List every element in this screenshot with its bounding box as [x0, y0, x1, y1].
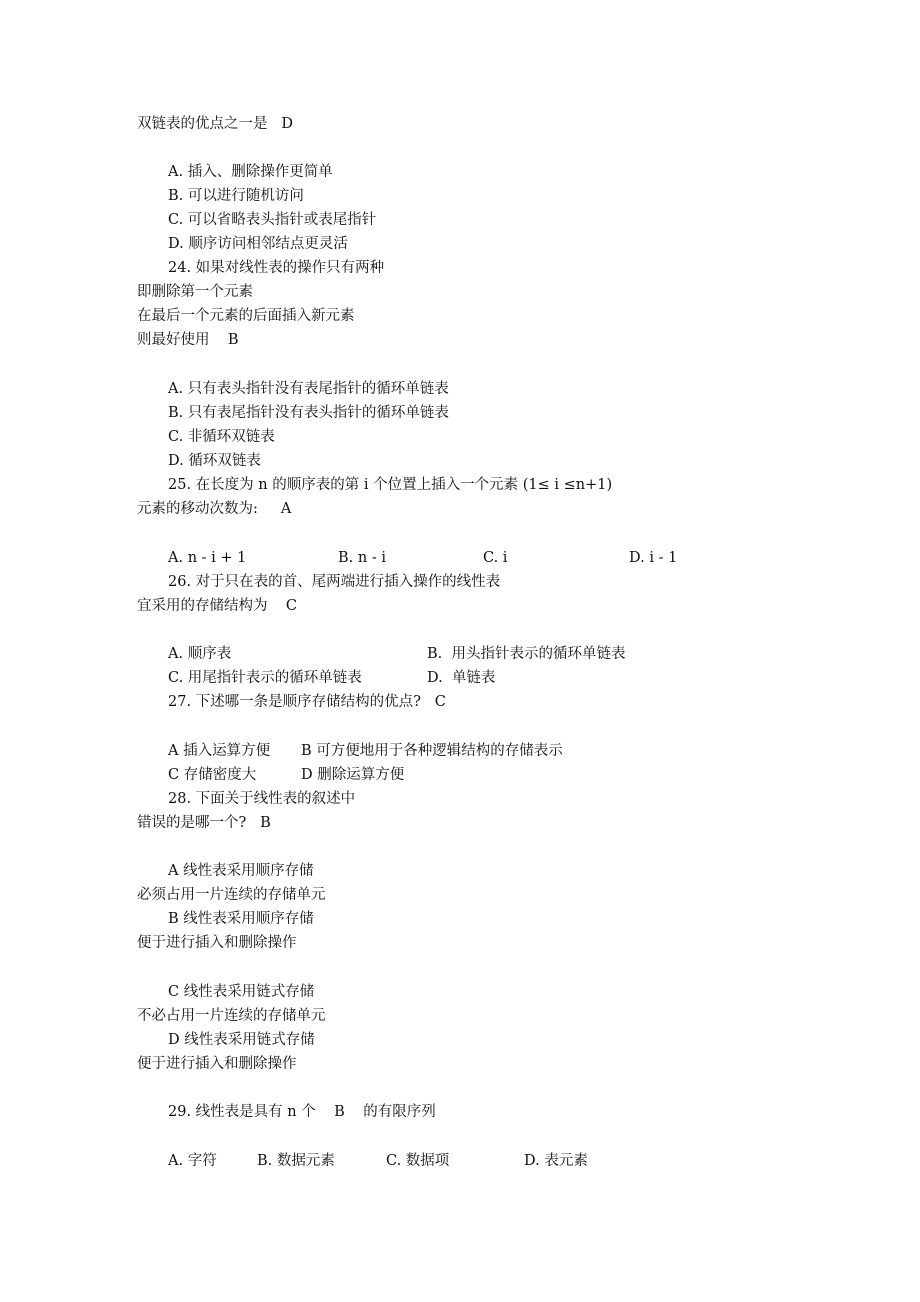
q28-option-a: A 线性表采用顺序存储	[168, 863, 314, 879]
question-24-stem-line2: 即删除第一个元素	[137, 284, 253, 300]
question-28-stem: 28. 下面关于线性表的叙述中	[168, 791, 356, 807]
q29-option-d: D. 表元素	[524, 1153, 588, 1169]
question-25-answer: 元素的移动次数为: A	[137, 501, 292, 517]
question-27-stem: 27. 下述哪一条是顺序存储结构的优点? C	[168, 694, 446, 710]
q28-option-b-line2: 便于进行插入和删除操作	[137, 935, 297, 951]
question-28-answer: 错误的是哪一个? B	[137, 815, 271, 831]
q26-option-c: C. 用尾指针表示的循环单链表	[168, 670, 362, 686]
question-26-answer: 宜采用的存储结构为 C	[137, 598, 298, 614]
q28-option-d-line2: 便于进行插入和删除操作	[137, 1056, 297, 1072]
q24-option-c: C. 非循环双链表	[168, 429, 275, 445]
q24-option-b: B. 只有表尾指针没有表头指针的循环单链表	[168, 405, 449, 421]
q23-option-a: A. 插入、删除操作更简单	[168, 164, 333, 180]
question-29-stem: 29. 线性表是具有 n 个 B 的有限序列	[168, 1104, 436, 1120]
q25-option-d: D. i - 1	[629, 550, 678, 566]
question-23-stem: 双链表的优点之一是 D	[137, 116, 293, 132]
q28-option-c: C 线性表采用链式存储	[168, 984, 315, 1000]
question-24-stem: 24. 如果对线性表的操作只有两种	[168, 260, 385, 276]
q27-option-b: B 可方便地用于各种逻辑结构的存储表示	[301, 743, 563, 759]
question-24-answer: 则最好使用 B	[137, 332, 239, 348]
q25-option-b: B. n - i	[338, 550, 386, 566]
q24-option-a: A. 只有表头指针没有表尾指针的循环单链表	[168, 381, 449, 397]
question-25-stem: 25. 在长度为 n 的顺序表的第 i 个位置上插入一个元素 (1≤ i ≤n+1)	[168, 477, 613, 493]
q29-option-b: B. 数据元素	[257, 1153, 335, 1169]
q23-option-b: B. 可以进行随机访问	[168, 188, 304, 204]
q25-option-c: C. i	[483, 550, 508, 566]
q27-option-d: D 删除运算方便	[301, 767, 405, 783]
q29-option-a: A. 字符	[168, 1153, 217, 1169]
q28-option-a-line2: 必须占用一片连续的存储单元	[137, 887, 326, 903]
q24-option-d: D. 循环双链表	[168, 453, 261, 469]
q28-option-b: B 线性表采用顺序存储	[168, 911, 314, 927]
q26-option-b: B. 用头指针表示的循环单链表	[427, 646, 626, 662]
q23-option-c: C. 可以省略表头指针或表尾指针	[168, 212, 377, 228]
q28-option-c-line2: 不必占用一片连续的存储单元	[137, 1008, 326, 1024]
q26-option-a: A. 顺序表	[168, 646, 232, 662]
question-26-stem: 26. 对于只在表的首、尾两端进行插入操作的线性表	[168, 574, 501, 590]
q23-option-d: D. 顺序访问相邻结点更灵活	[168, 236, 348, 252]
q26-option-d: D. 单链表	[427, 670, 496, 686]
q25-option-a: A. n - i + 1	[168, 550, 247, 566]
q27-option-c: C 存储密度大	[168, 767, 257, 783]
q28-option-d: D 线性表采用链式存储	[168, 1032, 315, 1048]
q29-option-c: C. 数据项	[386, 1153, 450, 1169]
question-24-stem-line3: 在最后一个元素的后面插入新元素	[137, 308, 355, 324]
q27-option-a: A 插入运算方便	[168, 743, 271, 759]
